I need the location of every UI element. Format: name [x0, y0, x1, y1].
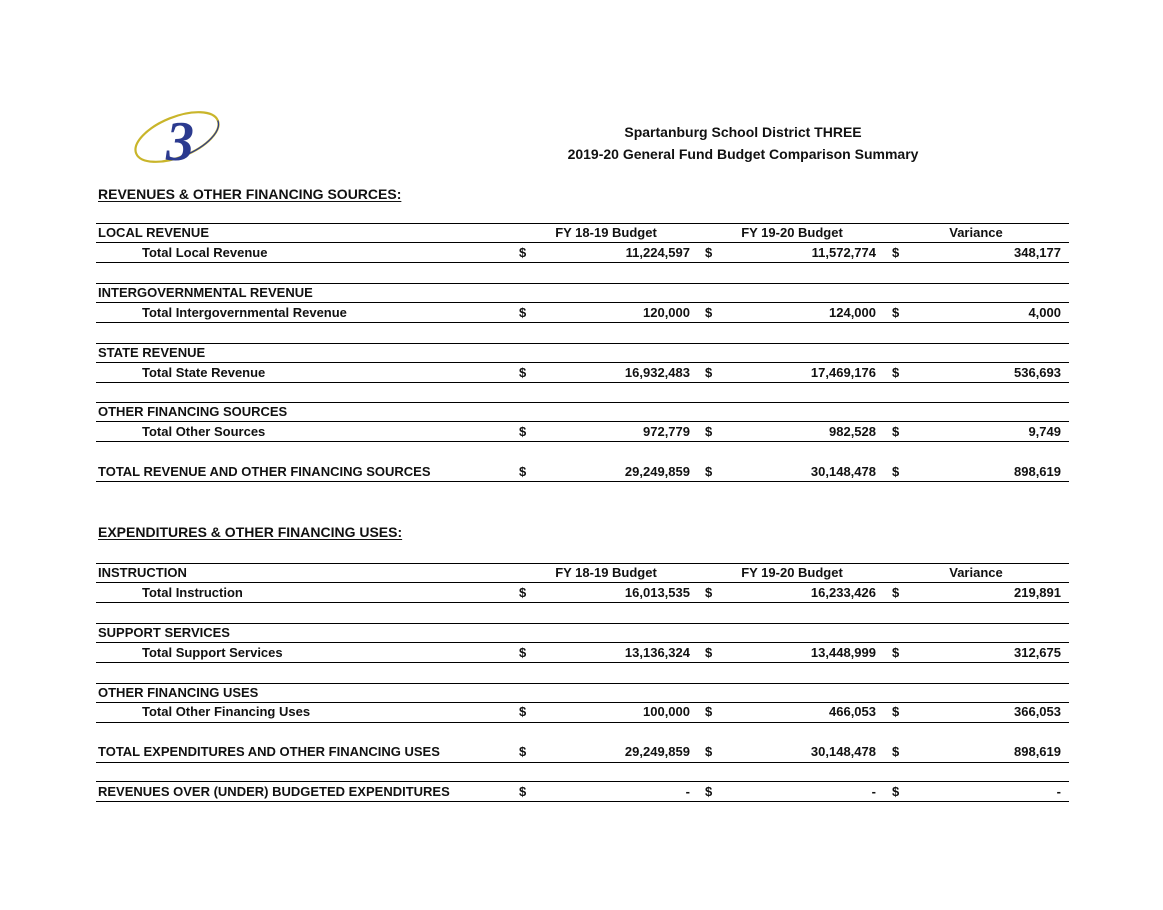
value-fy1819: 972,779	[643, 424, 690, 439]
row-label-local: Total Local Revenue	[142, 245, 268, 260]
currency-sign: $	[519, 305, 527, 320]
currency-sign: $	[892, 305, 900, 320]
value-fy1819: 29,249,859	[624, 464, 690, 479]
currency-sign: $	[892, 704, 900, 719]
value-fy1920: 466,053	[829, 704, 876, 719]
group-header-local: LOCAL REVENUE	[98, 225, 209, 240]
col-header-variance: Variance	[949, 565, 1003, 580]
value-variance: -	[1056, 784, 1061, 799]
group-header-support-services: SUPPORT SERVICES	[98, 625, 230, 640]
row-label-other-uses: Total Other Financing Uses	[142, 704, 311, 719]
currency-sign: $	[892, 585, 900, 600]
expenditures-section-title: EXPENDITURES & OTHER FINANCING USES:	[98, 524, 403, 540]
group-header-other-sources: OTHER FINANCING SOURCES	[98, 404, 288, 419]
row-label-state: Total State Revenue	[142, 365, 266, 380]
value-fy1819: 11,224,597	[625, 245, 690, 260]
value-fy1920: 30,148,478	[810, 464, 876, 479]
value-fy1920: -	[871, 784, 876, 799]
value-variance: 898,619	[1014, 464, 1061, 479]
currency-sign: $	[892, 744, 900, 759]
value-fy1920: 124,000	[829, 305, 876, 320]
group-header-instruction: INSTRUCTION	[98, 565, 187, 580]
currency-sign: $	[705, 245, 713, 260]
value-fy1819: 16,932,483	[624, 365, 690, 380]
currency-sign: $	[705, 784, 713, 799]
value-fy1920: 30,148,478	[810, 744, 876, 759]
currency-sign: $	[705, 585, 713, 600]
group-header-intergovernmental: INTERGOVERNMENTAL REVENUE	[98, 285, 313, 300]
currency-sign: $	[705, 464, 713, 479]
row-label-total-expenditures: TOTAL EXPENDITURES AND OTHER FINANCING USES	[98, 744, 440, 759]
district-name: Spartanburg School District THREE	[624, 124, 862, 140]
col-header-fy1920: FY 19-20 Budget	[741, 565, 843, 580]
currency-sign: $	[519, 424, 527, 439]
value-fy1920: 17,469,176	[810, 365, 876, 380]
value-fy1819: -	[685, 784, 690, 799]
currency-sign: $	[705, 744, 713, 759]
value-variance: 4,000	[1028, 305, 1061, 320]
value-fy1920: 13,448,999	[810, 645, 876, 660]
currency-sign: $	[705, 305, 713, 320]
currency-sign: $	[892, 645, 900, 660]
row-label-intergovernmental: Total Intergovernmental Revenue	[142, 305, 347, 320]
value-fy1920: 982,528	[829, 424, 876, 439]
currency-sign: $	[705, 704, 713, 719]
col-header-fy1819: FY 18-19 Budget	[555, 565, 657, 580]
value-fy1819: 29,249,859	[624, 744, 690, 759]
currency-sign: $	[519, 645, 527, 660]
currency-sign: $	[519, 585, 527, 600]
currency-sign: $	[519, 744, 527, 759]
currency-sign: $	[892, 245, 900, 260]
currency-sign: $	[892, 424, 900, 439]
value-fy1819: 120,000	[643, 305, 690, 320]
value-variance: 536,693	[1014, 365, 1061, 380]
revenues-section-title: REVENUES & OTHER FINANCING SOURCES:	[98, 186, 402, 202]
row-label-total-revenue: TOTAL REVENUE AND OTHER FINANCING SOURCES	[98, 464, 431, 479]
row-label-instruction: Total Instruction	[142, 585, 243, 600]
svg-text:3: 3	[166, 111, 194, 170]
value-fy1819: 16,013,535	[624, 585, 690, 600]
value-variance: 348,177	[1014, 245, 1061, 260]
currency-sign: $	[705, 424, 713, 439]
value-variance: 366,053	[1014, 704, 1061, 719]
value-variance: 9,749	[1028, 424, 1061, 439]
row-label-support-services: Total Support Services	[142, 645, 283, 660]
value-variance: 898,619	[1014, 744, 1061, 759]
currency-sign: $	[519, 464, 527, 479]
col-header-variance: Variance	[949, 225, 1003, 240]
currency-sign: $	[705, 645, 713, 660]
currency-sign: $	[892, 365, 900, 380]
currency-sign: $	[519, 365, 527, 380]
col-header-fy1920: FY 19-20 Budget	[741, 225, 843, 240]
currency-sign: $	[519, 704, 527, 719]
value-fy1819: 100,000	[643, 704, 690, 719]
currency-sign: $	[519, 784, 527, 799]
value-variance: 312,675	[1014, 645, 1061, 660]
col-header-fy1819: FY 18-19 Budget	[555, 225, 657, 240]
group-header-state: STATE REVENUE	[98, 345, 206, 360]
currency-sign: $	[892, 464, 900, 479]
row-label-other-sources: Total Other Sources	[142, 424, 266, 439]
currency-sign: $	[892, 784, 900, 799]
report-subtitle: 2019-20 General Fund Budget Comparison Summary	[567, 146, 919, 162]
value-fy1920: 16,233,426	[810, 585, 876, 600]
row-label-net: REVENUES OVER (UNDER) BUDGETED EXPENDITURES	[98, 784, 450, 799]
value-fy1920: 11,572,774	[811, 245, 876, 260]
currency-sign: $	[705, 365, 713, 380]
district-three-logo	[128, 104, 226, 170]
value-fy1819: 13,136,324	[624, 645, 690, 660]
group-header-other-uses: OTHER FINANCING USES	[98, 685, 259, 700]
currency-sign: $	[519, 245, 527, 260]
value-variance: 219,891	[1014, 585, 1061, 600]
